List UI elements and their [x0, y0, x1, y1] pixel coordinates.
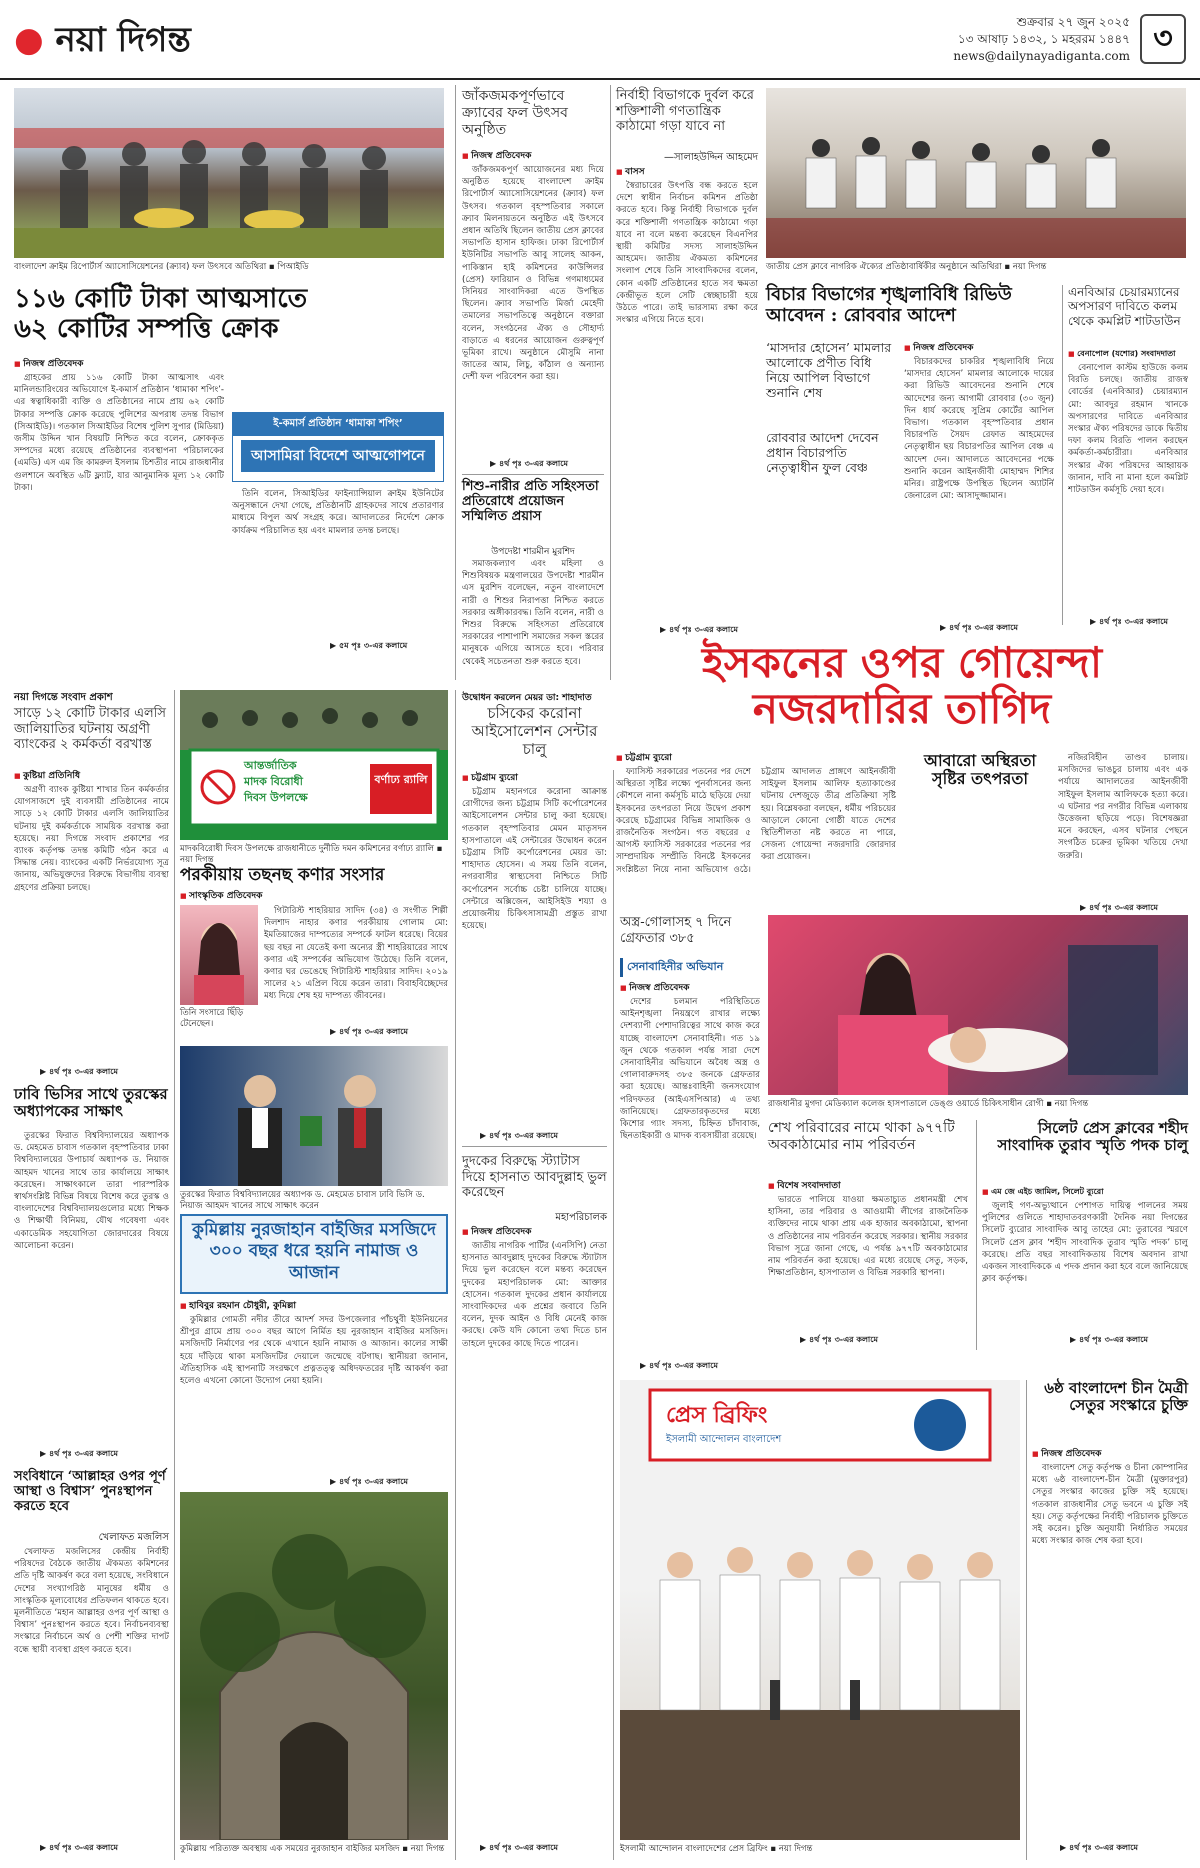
mosque-byline: ■ হাবিবুর রহমান চৌধুরী, কুমিল্লা [180, 1300, 296, 1312]
hasnat-continued[interactable]: ▶ ৪র্থ পৃঃ ৩-এর কলামে [480, 1843, 558, 1852]
kona-photo [180, 905, 258, 1005]
photo-illustration [14, 88, 444, 258]
iskcon-continued[interactable]: ▶ ৪র্থ পৃঃ ৩-এর কলামে [1080, 903, 1158, 912]
column-rule [976, 1120, 977, 1350]
crab-headline[interactable]: জাঁকজমকপূর্ণভাবে ক্র্যাবের ফল উৎসব অনুষ্ঠিত [462, 88, 568, 138]
turkey-photo-caption: তুরস্কের ফিরাত বিশ্ববিদ্যালয়ের অধ্যাপক ড. মেহমেত চাবাস ঢাবি ভিসি ড. নিয়াজ আহমদ খানের সাথে সাক্ষাৎ করেন [180, 1190, 425, 1211]
turkey-body [14, 1130, 169, 1444]
crab-photo-caption: বাংলাদেশ ক্রাইম রিপোর্টার্স অ্যাসোসিয়েশনের (ক্র্যাব) ফল উৎসবে অতিথিরা ▪ পিআইডি [14, 262, 309, 272]
column-rule [610, 85, 611, 680]
banner-line-2: মাদক বিরোধী [244, 775, 303, 788]
photo-illustration [180, 1046, 448, 1186]
kona-paragraph: গিটারিস্ট শাহরিয়ার সাদিদ (৩৪) ও সংগীত শিল্পী দিলশাদ নাহার কণার পরকীয়ায় গোলাম মো: ইমতিয়াজের দাম্পত্যের সম্পর্কে ফাটল ধরেছে। বিয়ের ছয় বছর না যেতেই কণা অন্যের স্ত্রী শাহরিয়ারের সাথে কণার এই সম্পর্কের অভিযোগ উঠেছে। তিনি বলেন, কণার ঘর ভেঙেছে গিটারিস্ট শাহরিয়ার সাদিদ। ২০১৯ সালের ২১ এপ্রিল বিয়ে করেন তারা। বিবাহবিচ্ছেদের মধ্য দিয়ে শেষ হয় দাম্পত্য জীবনের। [264, 906, 448, 1002]
date-line-1: শুক্রবার ২৭ জুন ২০২৫ [1016, 15, 1130, 29]
column-rule [455, 690, 456, 1860]
iskcon-side-headline[interactable]: আবারো অস্থিরতা সৃষ্টির তৎপরতা [923, 751, 1037, 789]
column-rule [613, 770, 614, 1860]
chairman-byline: ■ বেনাপোল (যশোর) সংবাদদাতা [1068, 348, 1188, 360]
corona-paragraph: চট্টগ্রাম মহানগরে করোনা আক্রান্ত রোগীদের জন্য চট্টগ্রাম সিটি কর্পোরেশনের আইসোলেশন সেন্টার চালু করা হয়েছে। গতকাল বৃহস্পতিবার মেমন মাতৃসদন হাসপাতালে এই সেন্টারের উদ্বোধন করেন চট্টগ্রাম সিটি কর্পোরেশনের মেয়র ডা: শাহাদাত হোসেন। এ সময় তিনি বলেন, নগরবাসীর স্বাস্থ্যসেবা নিশ্চিতে সিটি কর্পোরেশন সর্বোচ্চ চেষ্টা চালিয়ে যাচ্ছে। সেন্টারে অক্সিজেন, আইসিইউ শয্যা ও প্রয়োজনীয় চিকিৎসাসামগ্রী প্রস্তুত রাখা হয়েছে। [462, 787, 607, 932]
kona-continued[interactable]: ▶ ৪র্থ পৃঃ ৩-এর কলামে [330, 1027, 408, 1036]
crab-body [462, 164, 604, 454]
column-rule [1062, 285, 1063, 625]
seize-continued[interactable]: ▶ ৫ম পৃঃ ৩-এর কলামে [330, 641, 408, 650]
arrest-continued[interactable]: ▶ ৪র্থ পৃঃ ৩-এর কলামে [640, 1361, 718, 1370]
seize-body-col2-top [232, 372, 444, 408]
mosque-headline-box [180, 1214, 448, 1294]
photo-illustration [620, 1380, 1020, 1840]
seize-box-headline: আসামিরা বিদেশে আত্মগোপনে [241, 440, 435, 472]
kona-photo-caption: তিনি সংসারে ছিঁড়ি টেনেছেন। [180, 1008, 244, 1029]
sheikh-paragraph: ভারতে পালিয়ে যাওয়া ক্ষমতাচ্যুত প্রধানমন্ত্রী শেখ হাসিনা, তার পরিবার ও আওয়ামী লীগের রাজনৈতিক ব্যক্তিদের নামে থাকা প্রায় এক হাজার অবকাঠামো, স্থাপনা ও প্রতিষ্ঠানের নাম পরিবর্তন করেছে সরকার। স্থানীয় সরকার বিভাগ সূত্রে জানা গেছে, এ পর্যন্ত ৯৭৭টি অবকাঠামোর নাম পরিবর্তন করা হয়েছে। এর মধ্যে রয়েছে সেতু, সড়ক, শিক্ষাপ্রতিষ্ঠান, হাসপাতাল ও বিভিন্ন সরকারি স্থাপনা। [768, 1195, 968, 1279]
iskcon-side-paragraph: নজিরবিহীন তাণ্ডব চালায়। মসজিদের ভাঙচুর চালায় এবং এক পর্যায়ে আদালতের আইনজীবী সাইফুল ইসলাম আলিফকে হত্যা করে। এ ঘটনার পর নগরীর বিভিন্ন এলাকায় উত্তেজনা ছড়িয়ে পড়ে। বিশেষজ্ঞরা মনে করছেন, এসব ঘটনার পেছনে সংগঠিত চক্রের ভূমিকা খতিয়ে দেখা জরুরি। [1058, 753, 1188, 861]
child-violence-subhead: উপদেষ্টা শারমীন মুরশিদ [491, 547, 575, 557]
judiciary-headline[interactable]: নির্বাহী বিভাগকে দুর্বল করে শক্তিশালী গণতান্ত্রিক কাঠামো গড়া যাবে না [616, 88, 754, 135]
seize-headline[interactable] [14, 285, 444, 345]
loan-byline: ■ কুষ্টিয়া প্রতিনিধি [14, 770, 80, 782]
page-number: ৩ [1140, 14, 1186, 64]
seize-paragraph-2: তিনি বলেন, সিআইডির ফাইন্যান্সিয়াল ক্রাইম ইউনিটের অনুসন্ধানে দেখা গেছে, প্রতিষ্ঠানটি গ্রাহকদের সাথে প্রতারণার মাধ্যমে বিপুল অর্থ সংগ্রহ করে। আদালতের নির্দেশে ক্রোক কার্যক্রম পরিচালিত হয় এবং মামলার তদন্ত চলছে। [232, 489, 444, 536]
bridge-body [1032, 1462, 1188, 1837]
drug-rally-banner-text [244, 758, 364, 806]
seize-headline-line1[interactable]: ১১৬ কোটি টাকা আত্মসাতে [14, 284, 308, 314]
sheikh-byline: ■ বিশেষ সংবাদদাতা [768, 1180, 841, 1192]
dengue-photo [768, 915, 1188, 1095]
child-violence-paragraph: সমাজকল্যাণ এবং মহিলা ও শিশুবিষয়ক মন্ত্রণালয়ের উপদেষ্টা শারমীন এস মুরশিদ বলেছেন, নতুন বাংলাদেশে নারী ও শিশুর নিরাপত্তা নিশ্চিত করতে সরকার অঙ্গীকারবদ্ধ। তিনি বলেন, নারী ও শিশুর বিরুদ্ধে সহিংসতা প্রতিরোধে সরকারের পাশাপাশি সমাজের সকল স্তরের মানুষকে এগিয়ে আসতে হবে। পরিবার থেকেই সচেতনতা শুরু করতে হবে। [462, 559, 604, 666]
judiciary-paragraph: স্বৈরাচারের উৎপত্তি বন্ধ করতে হলে দেশে স্বাধীন নির্বাচন কমিশন প্রতিষ্ঠা করতে হবে। কিন্তু নির্বাহী বিভাগকে দুর্বল করে শক্তিশালী গণতান্ত্রিক কাঠামো গড়া যাবে না বলে মন্তব্য করেছেন বিএনপির স্থায়ী কমিটির সদস্য সালাহউদ্দিন আহমেদ। জাতীয় ঐকমত্য কমিশনের সংলাপ শেষে তিনি সাংবাদিকদের বলেন, কোন একটি প্রতিষ্ঠানের হাতে সব ক্ষমতা কেন্দ্রীভূত হলে সেটি স্বেচ্ছাচারী হয়ে উঠতে পারে। তাই ভারসাম্য রক্ষা করে সংস্কার এগিয়ে নিতে হবে। [616, 181, 758, 326]
newspaper-logo[interactable]: ● নয়া দিগন্ত [14, 20, 191, 60]
bridge-paragraph: বাংলাদেশ সেতু কর্তৃপক্ষ ও চীনা কোম্পানির মধ্যে ৬ষ্ঠ বাংলাদেশ-চীন মৈত্রী (মুক্তারপুর) সেতুর সংস্কার কাজের চুক্তি সই হয়েছে। গতকাল রাজধানীর সেতু ভবনে এ চুক্তি সই হয়। সেতু কর্তৃপক্ষের নির্বাহী পরিচালক চুক্তিতে সই করেন। চুক্তি অনুযায়ী নির্ধারিত সময়ের মধ্যে সংস্কার কাজ শেষ করা হবে। [1032, 1463, 1188, 1547]
conference-caption: জাতীয় প্রেস ক্লাবে নাগরিক ঐক্যের প্রতিষ্ঠাবার্ষিকীর অনুষ্ঠানে অতিথিরা ▪ নয়া দিগন্ত [766, 262, 1047, 272]
turkey-continued[interactable]: ▶ ৪র্থ পৃঃ ৩-এর কলামে [40, 1449, 118, 1458]
chairman-body [1068, 362, 1188, 612]
loan-kicker: নয়া দিগন্তে সংবাদ প্রকাশ [14, 692, 113, 703]
drug-rally-badge: বর্ণাঢ্য র‌্যালি [370, 764, 432, 814]
constitution-headline[interactable]: সংবিধানে ‘আল্লাহর ওপর পূর্ণ আস্থা ও বিশ্বাস’ পুনঃস্থাপন করতে হবে [14, 1469, 166, 1514]
corona-byline: ■ চট্টগ্রাম ব্যুরো [462, 772, 518, 784]
iskcon-byline: ■ চট্টগ্রাম ব্যুরো [616, 752, 672, 764]
review-continued[interactable]: ▶ ৪র্থ পৃঃ ৩-এর কলামে [940, 623, 1018, 632]
chairman-paragraph: বেনাপোল কাস্টম হাউজে কলম বিরতি চলছে। জাতীয় রাজস্ব বোর্ডের (এনবিআর) চেয়ারম্যান মো: আবদুর রহমান খানকে অপসারণের দাবিতে এনবিআর সংস্কার ঐক্য পরিষদের ডাকে দ্বিতীয় দফা কলম বিরতি পালন করছেন কর্মকর্তা-কর্মচারীরা। এনবিআর সংস্কার ঐক্য পরিষদের আহ্বায়ক জানান, দাবি না মানা হলে কমপ্লিট শাটডাউন কর্মসূচি দেয়া হবে। [1068, 363, 1188, 496]
turkey-paragraph: তুরস্কের ফিরাত বিশ্ববিদ্যালয়ের অধ্যাপক ড. মেহমেত চাবাস গতকাল বৃহস্পতিবার ঢাকা বিশ্ববিদ্যালয়ের উপাচার্য অধ্যাপক ড. নিয়াজ আহমদ খানের সাথে তার কার্যালয়ে সাক্ষাৎ করেছেন। সাক্ষাৎকালে তারা পারস্পরিক স্বার্থসংশ্লিষ্ট বিভিন্ন বিষয়ে বিশেষ করে তুরস্ক ও বাংলাদেশের বিশ্ববিদ্যালয়গুলোর মধ্যে শিক্ষক ও শিক্ষার্থী বিনিময়, যৌথ গবেষণা এবং একাডেমিক সহযোগিতা জোরদারের বিষয়ে আলোচনা করেন। [14, 1131, 169, 1251]
seize-headline-line2[interactable]: ৬২ কোটির সম্পত্তি ক্রোক [14, 313, 279, 344]
photo-illustration [180, 1492, 448, 1840]
review-paragraph: বিচারকদের চাকরির শৃঙ্খলাবিধি নিয়ে ‘মাসদার হোসেন’ মামলার আলোকে দায়ের করা রিভিউ আবেদনের শুনানি শেষে আদেশের জন্য আগামী রোববার (৩০ জুন) দিন ধার্য করেছে সুপ্রিম কোর্টের আপিল বিভাগ। গতকাল বৃহস্পতিবার প্রধান বিচারপতি সৈয়দ রেফাত আহমেদের নেতৃত্বাধীন ছয় বিচারপতির আপিল বেঞ্চ এ আদেশ দেন। আদালতে আবেদনের পক্ষে শুনানি করেন আইনজীবী মোহাম্মদ শিশির মনির। রাষ্ট্রপক্ষে উপস্থিত ছিলেন অ্যাটর্নি জেনারেল মো: আসাদুজ্জামান। [904, 357, 1054, 502]
constitution-continued[interactable]: ▶ ৪র্থ পৃঃ ৩-এর কলামে [40, 1843, 118, 1852]
turab-continued[interactable]: ▶ ৪র্থ পৃঃ ৩-এর কলামে [1070, 1335, 1148, 1344]
banner-line-1: আন্তর্জাতিক [244, 759, 297, 772]
chairman-continued[interactable]: ▶ ৪র্থ পৃঃ ৩-এর কলামে [1090, 617, 1168, 626]
banner-line-3: দিবস উপলক্ষে [244, 791, 308, 804]
hasnat-paragraph: জাতীয় নাগরিক পার্টির (এনসিপি) নেতা হাসনাত আবদুল্লাহ দুদকের বিরুদ্ধে স্ট্যাটাস দিয়ে ভুল করেছেন বলে মন্তব্য করেছেন দুদকের মহাপরিচালক মো: আক্তার হোসেন। গতকাল দুদকের প্রধান কার্যালয়ে সাংবাদিকদের এক প্রশ্নের জবাবে তিনি বলেন, দুদক আইন ও বিধি মেনেই কাজ করছে। কেউ যদি কোনো তথ্য দিতে চান তাহলে দুদকের কাছে দিতে পারেন। [462, 1241, 607, 1349]
crab-festival-photo [14, 88, 444, 258]
crab-paragraph: জাঁকজমকপূর্ণ আয়োজনের মধ্য দিয়ে অনুষ্ঠিত হয়েছে বাংলাদেশ ক্রাইম রিপোর্টার্স অ্যাসোসিয়েশনের (ক্র্যাব) ফল উৎসব। গতকাল বৃহস্পতিবার সকালে ক্র্যাব মিলনায়তনে অনুষ্ঠিত এই উৎসবে প্রধান অতিথি ছিলেন জাতীয় প্রেস ক্লাবের সভাপতি হাসান হাফিজ। ঢাকা রিপোর্টার্স ইউনিটির সভাপতি আবু সালেহ আকন, পাকিস্তান হাই কমিশনের কাউন্সিলর (প্রেস) ফারিয়ান ও বিভিন্ন গণমাধ্যমের সিনিয়র সাংবাদিকরা এতে উপস্থিত ছিলেন। ক্র্যাব সভাপতি মির্জা মেহেদী তমালের সভাপতিত্বে অনুষ্ঠানে বক্তারা বলেন, সংগঠনের ঐক্য ও সৌহার্দ্য বাড়াতে এ ধরনের আয়োজন গুরুত্বপূর্ণ ভূমিকা রাখে। অনুষ্ঠানে মৌসুমি নানা জাতের আম, লিচু, কাঁঠাল ও অন্যান্য দেশী ফল পরিবেশন করা হয়। [462, 165, 604, 383]
mosque-body [180, 1314, 448, 1474]
photo-illustration [768, 915, 1188, 1095]
bridge-headline[interactable]: ৬ষ্ঠ বাংলাদেশ চীন মৈত্রী সেতুর সংস্কারে চুক্তি [1044, 1379, 1188, 1415]
hasnat-subhead: মহাপরিচালক [555, 1212, 607, 1223]
review-side-box: ‘মাসদার হোসেন’ মামলার আলোকে প্রণীত বিধি নিয়ে আপিল বিভাগে শুনানি শেষ [766, 340, 892, 400]
seize-byline: ■ নিজস্ব প্রতিবেদক [14, 358, 83, 370]
chairman-headline[interactable]: এনবিআর চেয়ারম্যানের অপসারণ দাবিতে কলম থেকে কমপ্লিট শাটডাউন [1068, 285, 1181, 328]
iskcon-headline-line1[interactable]: ইসকনের ওপর গোয়েন্দা [701, 638, 1103, 687]
turkey-photo [180, 1046, 448, 1186]
divider [462, 474, 604, 475]
photo-illustration [180, 905, 258, 1005]
arrest-body [620, 996, 760, 1356]
child-violence-body [462, 558, 604, 666]
review-side-box-2: রোববার আদেশ দেবেন প্রধান বিচারপতি নেতৃত্বাধীন ফুল বেঞ্চ [766, 430, 879, 475]
constitution-paragraph: খেলাফত মজলিসের কেন্দ্রীয় নির্বাহী পরিষদের বৈঠকে জাতীয় ঐকমত্য কমিশনের প্রতি দৃষ্টি আকর্ষণ করে বলা হয়েছে, সংবিধানে দেশের সংখ্যাগরিষ্ঠ মানুষের ধর্মীয় ও সাংস্কৃতিক মূল্যবোধের প্রতিফলন থাকতে হবে। মূলনীতিতে ‘মহান আল্লাহর ওপর পূর্ণ আস্থা ও বিশ্বাস’ পুনঃস্থাপন করতে হবে। নির্বাচনব্যবস্থা সংস্কারে নির্বাচনে অর্থ ও পেশী শক্তির দাপট বন্ধে স্থায়ী ব্যবস্থা গ্রহণ করতে হবে। [14, 1547, 169, 1655]
sheikh-headline[interactable]: শেখ পরিবারের নামে থাকা ৯৭৭টি অবকাঠামোর নাম পরিবর্তন [768, 1120, 955, 1153]
seize-body-col1 [14, 372, 224, 637]
review-headline[interactable]: বিচার বিভাগের শৃঙ্খলাবিধি রিভিউ আবেদন : রোববার আদেশ [766, 284, 1012, 326]
dengue-caption: রাজধানীর মুগদা মেডিক্যাল কলেজ হাসপাতালে ডেঙ্গু ওয়ার্ডে চিকিৎসাধীন রোগী ▪ নয়া দিগন্ত [768, 1099, 1089, 1109]
photo-illustration [766, 88, 1186, 258]
corona-kicker: উদ্বোধন করলেন মেয়র ডা: শাহাদাত [462, 693, 592, 703]
judiciary-byline: ■ বাসস [616, 166, 645, 178]
constitution-subhead: খেলাফত মজলিস [98, 1532, 169, 1543]
crab-continued[interactable]: ▶ ৪র্থ পৃঃ ৩-এর কলামে [490, 459, 568, 468]
child-violence-headline[interactable]: শিশু-নারীর প্রতি সহিংসতা প্রতিরোধে প্রয়োজন সম্মিলিত প্রয়াস [462, 479, 599, 524]
seize-paragraph-1: গ্রাহকের প্রায় ১১৬ কোটি টাকা আত্মসাৎ এবং মানিলন্ডারিংয়ের অভিযোগে ই-কমার্স প্রতিষ্ঠান ‘ধামাকা শপিং’-এর স্বত্বাধিকারী ব্যক্তি ও প্রতিষ্ঠানের নামে প্রায় ৬২ কোটি টাকার সম্পত্তি ক্রোক করেছে পুলিশের অপরাধ তদন্ত বিভাগ (সিআইডি)। গতকাল সিআইডির বিশেষ পুলিশ সুপার (মিডিয়া) জসীম উদ্দিন খান বিষয়টি নিশ্চিত করে বলেন, ক্রোককৃত সম্পদের মধ্যে রয়েছে প্রতিষ্ঠানের ব্যবস্থাপনা পরিচালকের (এমডি) এস এম জি কামরুল ইসলাম চিশতীর নামে রাজধানীর গুলশানে অবস্থিত ৬টি ফ্ল্যাট, যার আনুমানিক মূল্য ১২ কোটি টাকা। [14, 373, 224, 493]
column-rule [455, 85, 456, 680]
arrest-subhead: সেনাবাহিনীর অভিযান [620, 958, 760, 977]
bridge-byline: ■ নিজস্ব প্রতিবেদক [1032, 1448, 1101, 1460]
arrest-byline: ■ নিজস্ব প্রতিবেদক [620, 982, 689, 994]
judiciary-attribution: —সালাহউদ্দিন আহমেদ [663, 152, 758, 163]
kona-byline: ■ সাংস্কৃতিক প্রতিবেদক [180, 890, 262, 902]
corona-headline[interactable]: চসিকের করোনা আইসোলেশন সেন্টার চালু [471, 704, 598, 758]
press-briefing-caption: ইসলামী আন্দোলন বাংলাদেশের প্রেস ব্রিফিং ▪ নয়া দিগন্ত [620, 1844, 813, 1854]
loan-body [14, 784, 169, 1062]
mosque-photo [180, 1492, 448, 1840]
drug-rally-photo [180, 690, 448, 840]
kona-body [264, 905, 448, 1023]
iskcon-headline[interactable] [616, 640, 1188, 732]
masthead [0, 0, 1200, 80]
review-body [904, 356, 1054, 618]
press-briefing-banner: প্রেস ব্রিফিং [666, 1403, 768, 1428]
kona-headline[interactable]: পরকীয়ায় তছনছ কণার সংসার [180, 865, 385, 885]
drug-rally-caption: মাদকবিরোধী দিবস উপলক্ষে রাজধানীতে দুর্নীতি দমন কমিশনের বর্ণাঢ্য র‌্যালি ▪ নয়া দিগন্ত [180, 844, 443, 865]
mosque-paragraph: কুমিল্লার গোমতী নদীর তীরে আদর্শ সদর উপজেলার পাঁচথুবী ইউনিয়নের শ্রীপুর গ্রামে প্রায় ৩০০ বছর আগে নির্মিত হয় নুরজাহান বাইজির মসজিদ। মসজিদটি নির্মাণের পর থেকে এখানে হয়নি নামাজ ও আজান। কালের সাক্ষী হয়ে দাঁড়িয়ে থাকা মসজিদটির দেয়ালে জন্মেছে বটগাছ। স্থানীয়রা জানান, ঐতিহাসিক এই স্থাপনাটি সংরক্ষণে প্রত্নতত্ত্ব অধিদফতরের দৃষ্টি আকর্ষণ করা হলেও এখনো কোনো উদ্যোগ নেয়া হয়নি। [180, 1315, 448, 1387]
turab-paragraph: জুলাই গণ-অভ্যুত্থানে পেশাগত দায়িত্ব পালনের সময় পুলিশের গুলিতে শাহাদাতবরণকারী দৈনিক নয়া দিগন্তের সিলেট ব্যুরোর সাংবাদিক আবু তাহের মো: তুরাবের স্মরণে সিলেট প্রেস ক্লাব ‘শহীদ সাংবাদিক তুরাব স্মৃতি পদক’ চালু করেছে। প্রতি বছর সাংবাদিকতায় বিশেষ অবদান রাখা একজন সাংবাদিককে এ পদক প্রদান করা হবে বলে জানিয়েছে ক্লাব কর্তৃপক্ষ। [982, 1201, 1188, 1285]
turab-byline: ■ এম জে এইচ জামিল, সিলেট ব্যুরো [982, 1186, 1104, 1198]
review-byline: ■ নিজস্ব প্রতিবেদক [904, 342, 973, 354]
press-briefing-banner-sub: ইসলামী আন্দোলন বাংলাদেশ [666, 1434, 782, 1445]
corona-body [462, 786, 607, 1126]
sheikh-continued[interactable]: ▶ ৪র্থ পৃঃ ৩-এর কলামে [800, 1335, 878, 1344]
corona-continued[interactable]: ▶ ৪র্থ পৃঃ ৩-এর কলামে [480, 1131, 558, 1140]
column-rule [174, 690, 175, 1860]
iskcon-body [616, 766, 896, 898]
loan-paragraph: অগ্রণী ব্যাংক কুষ্টিয়া শাখার তিন কর্মকর্তার যোগসাজশে দুই ব্যবসায়ী প্রতিষ্ঠানের নামে সাড়ে ১২ কোটি টাকার এলসি জালিয়াতির ঘটনায় দুই কর্মকর্তাকে সাময়িক বরখাস্ত করা হয়েছে। নয়া দিগন্তে সংবাদ প্রকাশের পর ব্যাংক কর্তৃপক্ষ তদন্ত কমিটি গঠন করে এ সিদ্ধান্ত নেয়। ব্যাংকের একটি নির্ভরযোগ্য সূত্র জানায়, অভিযুক্তদের বিরুদ্ধে বিভাগীয় ব্যবস্থা গ্রহণের প্রক্রিয়া চলছে। [14, 785, 169, 893]
constitution-body [14, 1546, 169, 1836]
turkey-headline[interactable]: ঢাবি ভিসির সাথে তুরস্কের অধ্যাপকের সাক্ষাৎ [14, 1085, 168, 1121]
dateline [953, 14, 1130, 65]
hasnat-byline: ■ নিজস্ব প্রতিবেদক [462, 1226, 531, 1238]
iskcon-paragraph: ফ্যাসিস্ট সরকারের পতনের পর দেশে অস্থিরতা সৃষ্টির লক্ষ্যে পুনর্বাসনের জন্য কৌশলে নানা কর্মসূচি মাঠে ছড়িয়ে দেয়া ইসকনের তৎপরতা নিয়ে উদ্বেগ প্রকাশ করেছে চট্টগ্রামের বিভিন্ন সামাজিক ও রাজনৈতিক সংগঠন। গত বছরের ৫ আগস্ট ফ্যাসিস্ট সরকারের পতনের পর সাম্প্রদায়িক সম্প্রীতি বিনষ্টে ইসকনের সংশ্লিষ্টতা নিয়ে নানা অভিযোগ ওঠে। চট্টগ্রাম আদালত প্রাঙ্গণে আইনজীবী সাইফুল ইসলাম আলিফ হত্যাকাণ্ডের ঘটনায় দেশজুড়ে তীব্র প্রতিক্রিয়া সৃষ্টি হয়। বিশ্লেষকরা বলছেন, ধর্মীয় পরিচয়ের আড়ালে কোনো গোষ্ঠী যাতে দেশের স্থিতিশীলতা নষ্ট করতে না পারে, সেজন্য গোয়েন্দা নজরদারি জোরদার করা প্রয়োজন। [616, 767, 896, 875]
hasnat-headline[interactable]: দুদকের বিরুদ্ধে স্ট্যাটাস দিয়ে হাসনাত আবদুল্লাহ ভুল করেছেন [462, 1154, 607, 1201]
mosque-continued[interactable]: ▶ ৪র্থ পৃঃ ৩-এর কলামে [330, 1477, 408, 1486]
seize-box-label: ই-কমার্স প্রতিষ্ঠান ‘ধামাকা শপিং’ [233, 413, 443, 436]
hasnat-body [462, 1240, 607, 1830]
arrest-headline[interactable]: অস্ত্র-গোলাসহ ৭ দিনে গ্রেফতার ৩৮৫ [620, 915, 732, 946]
arrest-paragraph: দেশের চলমান পরিস্থিতিতে আইনশৃঙ্খলা নিয়ন্ত্রণে রাখার লক্ষ্যে দেশব্যাপী পেশাদারিত্বের সাথে কাজ করে যাচ্ছে বাংলাদেশ সেনাবাহিনী। গত ১৯ জুন থেকে গতকাল পর্যন্ত সারা দেশে সেনাবাহিনীর অভিযানে অবৈধ অস্ত্র ও গোলাবারুদসহ ৩৮৫ জনকে গ্রেফতার করা হয়েছে। আন্তঃবাহিনী জনসংযোগ পরিদফতর (আইএসপিআর) এ তথ্য জানিয়েছে। গ্রেফতারকৃতদের মধ্যে কিশোর গ্যাং সদস্য, চিহ্নিত চাঁদাবাজ, ছিনতাইকারী ও মাদক ব্যবসায়ীরা রয়েছে। [620, 997, 760, 1142]
iskcon-body-right [1058, 752, 1188, 898]
loan-headline[interactable]: সাড়ে ১২ কোটি টাকার এলসি জালিয়াতির ঘটনায় অগ্রণী ব্যাংকের ২ কর্মকর্তা বরখাস্ত [14, 706, 166, 753]
turab-headline[interactable]: সিলেট প্রেস ক্লাবের শহীদ সাংবাদিক তুরাব স্মৃতি পদক চালু [997, 1119, 1188, 1155]
sheikh-body [768, 1194, 968, 1332]
conference-photo [766, 88, 1186, 258]
judiciary-continued[interactable]: ▶ ৪র্থ পৃঃ ৩-এর কলামে [660, 625, 738, 634]
loan-continued[interactable]: ▶ ৪র্থ পৃঃ ৩-এর কলামে [40, 1067, 118, 1076]
mosque-caption: কুমিল্লায় পরিত্যক্ত অবস্থায় এক সময়ের নুরজাহান বাইজির মসজিদ ▪ নয়া দিগন্ত [180, 1844, 445, 1854]
seize-highlight-box [232, 412, 444, 482]
iskcon-headline-line2[interactable]: নজরদারির তাগিদ [752, 684, 1052, 734]
seize-body-col2 [232, 488, 444, 633]
judiciary-body [616, 180, 758, 620]
website-link[interactable]: news@dailynayadiganta.com [953, 49, 1130, 63]
crab-byline: ■ নিজস্ব প্রতিবেদক [462, 150, 531, 162]
divider [462, 1146, 607, 1147]
date-line-2: ১৩ আষাঢ় ১৪৩২, ১ মহররম ১৪৪৭ [957, 32, 1130, 46]
press-briefing-photo [620, 1380, 1020, 1840]
column-rule [1026, 1380, 1027, 1860]
mosque-headline[interactable]: কুমিল্লায় নুরজাহান বাইজির মসজিদে ৩০০ বছর ধরে হয়নি নামাজ ও আজান [192, 1220, 436, 1283]
bridge-continued[interactable]: ▶ ৪র্থ পৃঃ ৩-এর কলামে [1060, 1843, 1138, 1852]
turab-body [982, 1200, 1188, 1332]
